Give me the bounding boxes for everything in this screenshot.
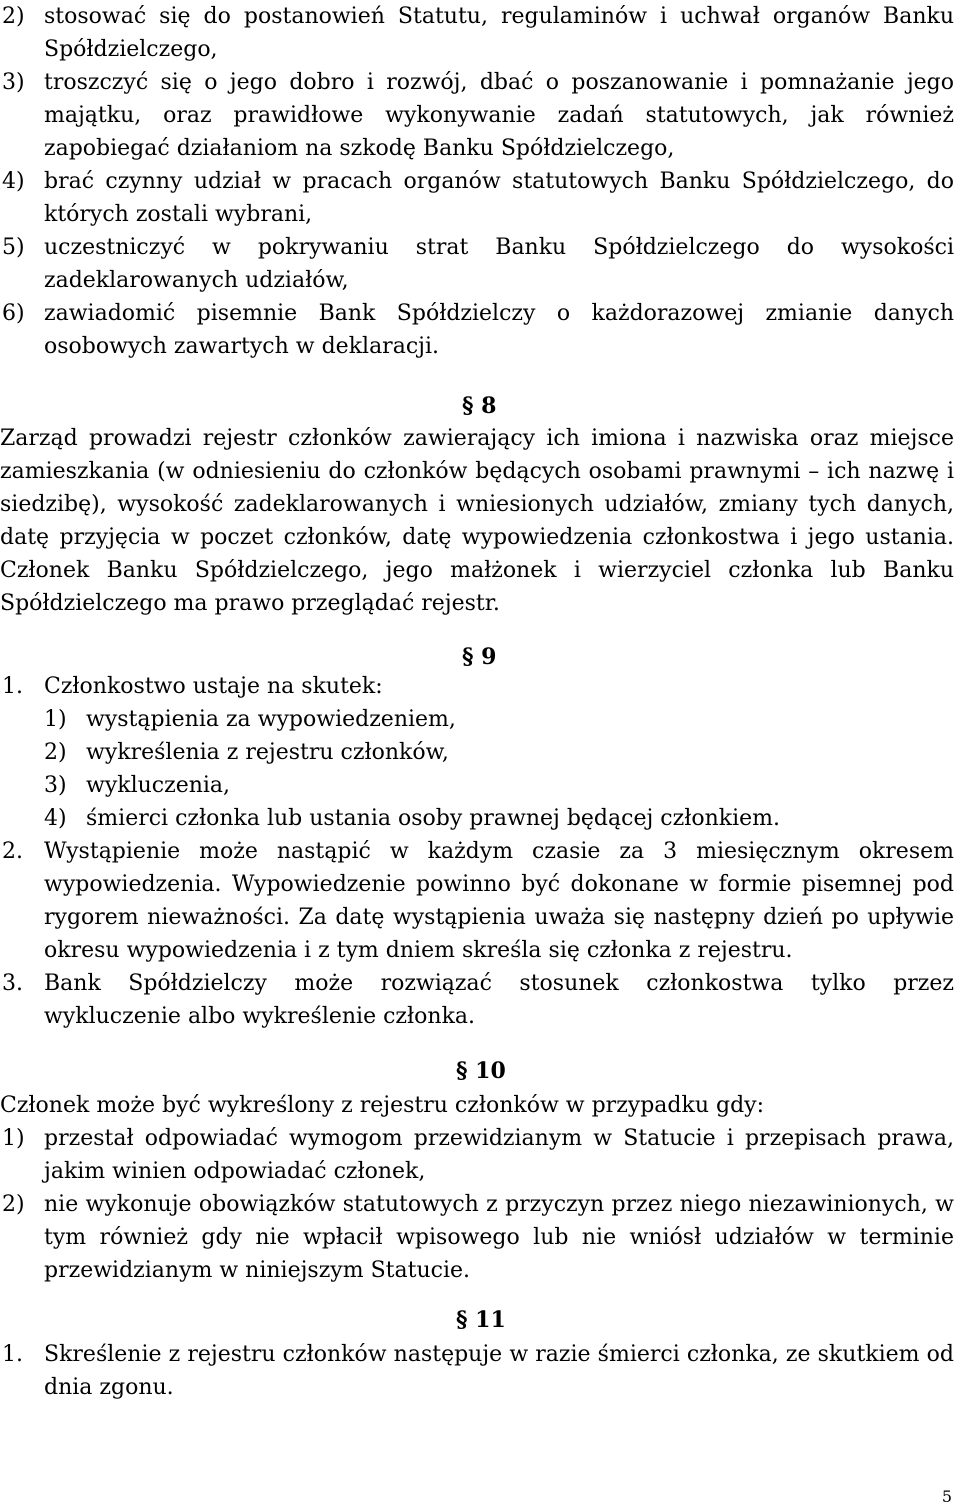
sub-list-item-number: 4) [44, 806, 67, 831]
list-item [2, 231, 954, 297]
list-item [2, 66, 954, 165]
list-item [2, 967, 954, 1033]
sub-list-item-text: wykreślenia z rejestru członków, [86, 740, 449, 765]
section-10-intro: Członek może być wykreślony z rejestru członków w przypadku gdy: [0, 1093, 764, 1118]
list-item-number: 2. [2, 839, 23, 864]
list-item [2, 1122, 954, 1188]
sub-list-item [44, 736, 954, 769]
section-heading-10: § 10 [456, 1058, 506, 1084]
list-item-text: zawiadomić pisemnie Bank Spółdzielczy o każdorazowej zmianie danych osobowych zawartych w deklaracji. [44, 301, 954, 359]
list-item [2, 1188, 954, 1287]
sub-list-item-text: wykluczenia, [86, 773, 231, 798]
list-item-text: brać czynny udział w pracach organów statutowych Banku Spółdzielczego, do których zostali wybrani, [44, 169, 954, 227]
list-item-text: przestał odpowiadać wymogom przewidzianym w Statucie i przepisach prawa, jakim winien odpowiadać członek, [44, 1126, 954, 1184]
page-number: 5 [941, 1487, 952, 1506]
section-heading-9: § 9 [462, 644, 497, 670]
list-item [2, 1338, 954, 1404]
list-item-number: 6) [2, 301, 25, 326]
list-item-text: Członkostwo ustaje na skutek: [44, 674, 383, 699]
list-item-number: 3) [2, 70, 25, 95]
list-item-text: Skreślenie z rejestru członków następuje w razie śmierci członka, ze skutkiem od dnia zgonu. [44, 1342, 954, 1400]
list-item [2, 0, 954, 66]
sub-list-item-number: 2) [44, 740, 67, 765]
list-item [2, 165, 954, 231]
list-item-number: 2) [2, 1192, 25, 1217]
list-item [2, 297, 954, 363]
list-item-number: 1. [2, 674, 23, 699]
list-item-text: Wystąpienie może nastąpić w każdym czasie za 3 miesięcznym okresem wypowiedzenia. Wypowiedzenie powinno być dokonane w formie pisemnej pod rygorem nieważności. Za datę wystąpienia uważa się następny dzień po upływie okresu wypowiedzenia i z tym dniem skreśla się członka z rejestru. [44, 839, 954, 963]
list-item [2, 670, 954, 703]
sub-list-item [44, 769, 954, 802]
list-item-number: 1. [2, 1342, 23, 1367]
list-item-text: Bank Spółdzielczy może rozwiązać stosunek członkostwa tylko przez wykluczenie albo wykreślenie członka. [44, 971, 954, 1029]
sub-list-item [44, 802, 954, 835]
list-item-number: 3. [2, 971, 23, 996]
sub-list-item-text: wystąpienia za wypowiedzeniem, [86, 707, 456, 732]
section-8-paragraph: Zarząd prowadzi rejestr członków zawierający ich imiona i nazwiska oraz miejsce zamieszkania (w odniesieniu do członków będących osobami prawnymi – ich nazwę i siedzibę), wysokość zadeklarowanych i wniesionych udziałów, zmiany tych danych, datę przyjęcia w poczet członków, datę wypowiedzenia członkostwa i jego ustania. Członek Banku Spółdzielczego, jego małżonek i wierzyciel członka lub Banku Spółdzielczego ma prawo przeglądać rejestr. [0, 426, 954, 616]
list-item-text: nie wykonuje obowiązków statutowych z przyczyn przez niego niezawinionych, w tym również gdy nie wpłacił wpisowego lub nie wniósł udziałów w terminie przewidzianym w niniejszym Statucie. [44, 1192, 954, 1283]
sub-list-item [44, 703, 954, 736]
list-item [2, 835, 954, 967]
list-item-number: 1) [2, 1126, 25, 1151]
list-item-number: 2) [2, 4, 25, 29]
sub-list-item-text: śmierci członka lub ustania osoby prawnej będącej członkiem. [86, 806, 780, 831]
section-heading-11: § 11 [456, 1307, 506, 1333]
list-item-number: 5) [2, 235, 25, 260]
sub-list-item-number: 1) [44, 707, 67, 732]
list-item-text: stosować się do postanowień Statutu, regulaminów i uchwał organów Banku Spółdzielczego, [44, 4, 954, 62]
list-item-number: 4) [2, 169, 25, 194]
list-item-text: troszczyć się o jego dobro i rozwój, dbać o poszanowanie i pomnażanie jego majątku, oraz prawidłowe wykonywanie zadań statutowych, jak również zapobiegać działaniom na szkodę Banku Spółdzielczego, [44, 70, 954, 161]
list-item-text: uczestniczyć w pokrywaniu strat Banku Spółdzielczego do wysokości zadeklarowanych udziałów, [44, 235, 954, 293]
section-heading-8: § 8 [462, 393, 497, 419]
sub-list-item-number: 3) [44, 773, 67, 798]
